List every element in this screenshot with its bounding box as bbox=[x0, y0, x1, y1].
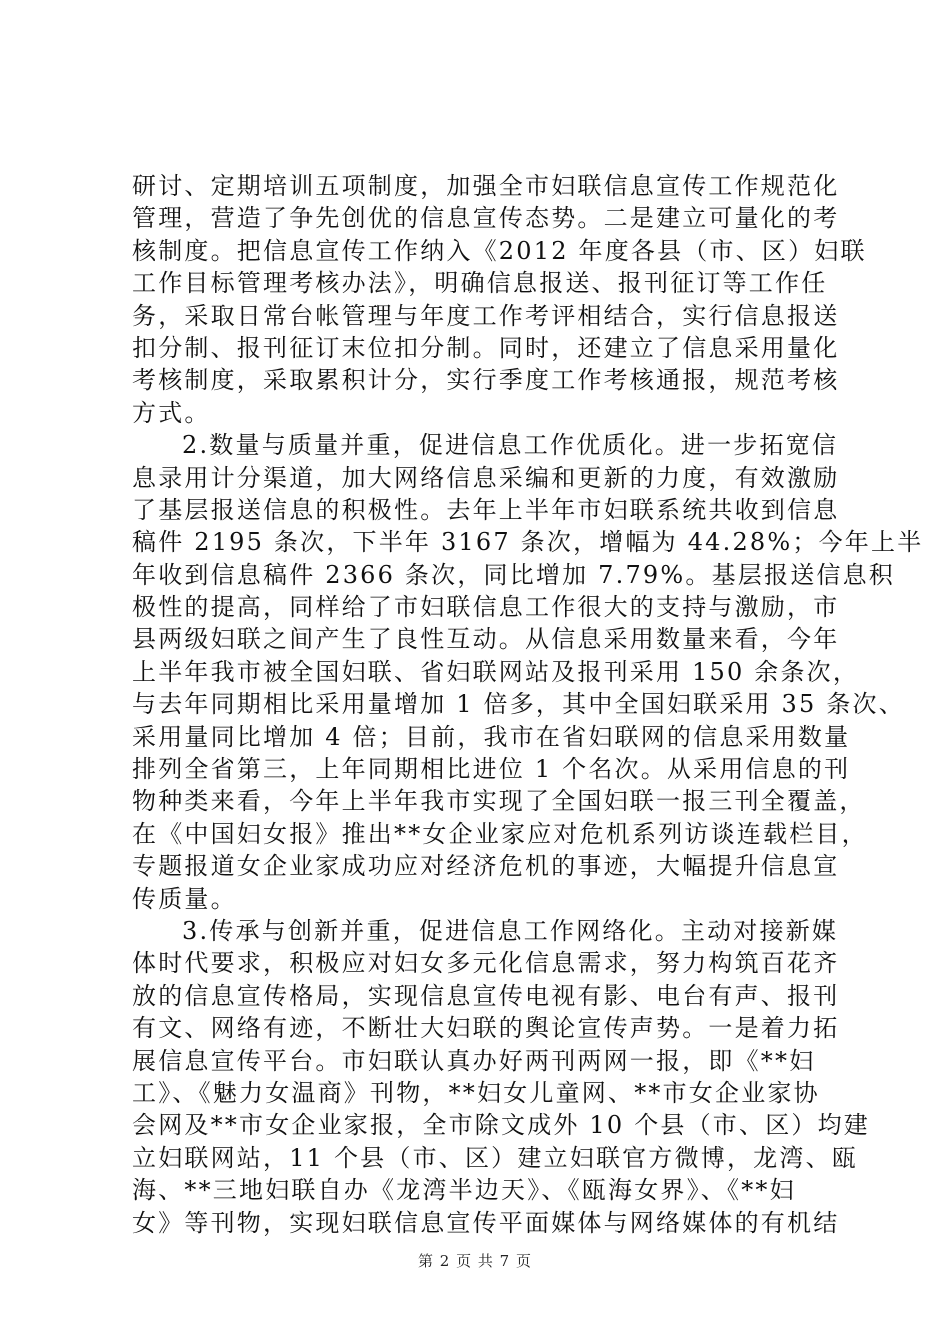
text-line: 体时代要求，积极应对妇女多元化信息需求，努力构筑百花齐 bbox=[132, 949, 840, 978]
text-line: 上半年我市被全国妇联、省妇联网站及报刊采用 150 余条次， bbox=[132, 657, 860, 686]
text-line: 极性的提高，同样给了市妇联信息工作很大的支持与激励，市 bbox=[132, 593, 840, 622]
text-line: 专题报道女企业家成功应对经济危机的事迹，大幅提升信息宣 bbox=[132, 852, 840, 881]
text-line: 海、**三地妇联自办《龙湾半边天》、《瓯海女界》、《**妇 bbox=[132, 1176, 796, 1205]
text-line: 传质量。 bbox=[132, 884, 237, 913]
text-line: 了基层报送信息的积极性。去年上半年市妇联系统共收到信息 bbox=[132, 495, 840, 524]
text-line: 扣分制、报刊征订末位扣分制。同时，还建立了信息采用量化 bbox=[132, 333, 840, 362]
text-line: 研讨、定期培训五项制度，加强全市妇联信息宣传工作规范化 bbox=[132, 172, 840, 200]
text-line: 年收到信息稿件 2366 条次，同比增加 7.79%。基层报送信息积 bbox=[132, 560, 896, 589]
paragraph-heading-3: 3.传承与创新并重，促进信息工作网络化。主动对接新媒 bbox=[182, 916, 839, 945]
text-line: 物种类来看，今年上半年我市实现了全国妇联一报三刊全覆盖， bbox=[132, 787, 866, 816]
text-line: 工作目标管理考核办法》，明确信息报送、报刊征订等工作任 bbox=[132, 269, 828, 298]
text-line: 会网及**市女企业家报，全市除文成外 10 个县（市、区）均建 bbox=[132, 1111, 870, 1140]
text-line: 稿件 2195 条次，下半年 3167 条次，增幅为 44.28%；今年上半 bbox=[132, 528, 924, 557]
text-line: 展信息宣传平台。市妇联认真办好两刊两网一报，即《**妇 bbox=[132, 1046, 816, 1075]
text-line: 息录用计分渠道，加大网络信息采编和更新的力度，有效激励 bbox=[132, 463, 840, 492]
paragraph-heading-2: 2.数量与质量并重，促进信息工作优质化。进一步拓宽信 bbox=[182, 431, 839, 460]
text-line: 排列全省第三，上年同期相比进位 1 个名次。从采用信息的刊 bbox=[132, 755, 851, 784]
body-text bbox=[132, 170, 924, 1239]
text-line: 有文、网络有迹，不断壮大妇联的舆论宣传声势。一是着力拓 bbox=[132, 1014, 840, 1043]
text-line: 在《中国妇女报》推出**女企业家应对危机系列访谈连载栏目， bbox=[132, 819, 868, 848]
text-line: 与去年同期相比采用量增加 1 倍多，其中全国妇联采用 35 条次、 bbox=[132, 690, 905, 719]
text-line: 核制度。把信息宣传工作纳入《2012 年度各县（市、区）妇联 bbox=[132, 236, 867, 265]
text-line: 务，采取日常台帐管理与年度工作考评相结合，实行信息报送 bbox=[132, 301, 840, 330]
text-line: 方式。 bbox=[132, 398, 211, 427]
text-line: 县两级妇联之间产生了良性互动。从信息采用数量来看，今年 bbox=[132, 625, 840, 654]
page-footer: 第 2 页 共 7 页 bbox=[418, 1252, 532, 1270]
text-line: 女》等刊物，实现妇联信息宣传平面媒体与网络媒体的有机结 bbox=[132, 1208, 840, 1237]
text-line: 立妇联网站，11 个县（市、区）建立妇联官方微博，龙湾、瓯 bbox=[132, 1143, 858, 1172]
text-line: 采用量同比增加 4 倍；目前，我市在省妇联网的信息采用数量 bbox=[132, 722, 851, 751]
text-line: 考核制度，采取累积计分，实行季度工作考核通报，规范考核 bbox=[132, 366, 840, 395]
text-line: 工》、《魅力女温商》刊物，**妇女儿童网、**市女企业家协 bbox=[132, 1078, 820, 1107]
text-line: 管理，营造了争先创优的信息宣传态势。二是建立可量化的考 bbox=[132, 204, 840, 233]
text-line: 放的信息宣传格局，实现信息宣传电视有影、电台有声、报刊 bbox=[132, 981, 840, 1010]
